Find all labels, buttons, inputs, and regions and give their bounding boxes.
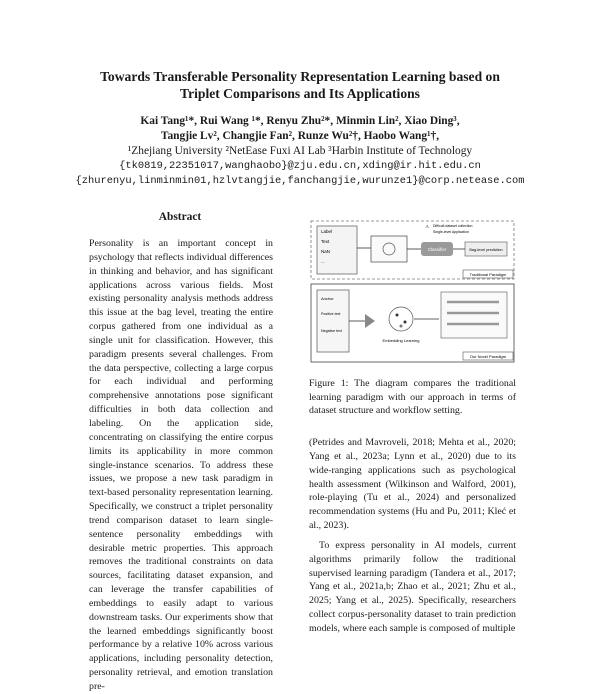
paper-title (40, 68, 560, 102)
warning-text: Single-level Application (433, 230, 469, 234)
traditional-tag-label: Traditional Paradigm (469, 272, 507, 277)
table-text: Text (321, 239, 330, 244)
bag-prediction-label: Bag-level prediction (469, 248, 503, 252)
figure-diagram (309, 218, 516, 366)
abstract-text (89, 237, 273, 694)
table-label: Label (321, 229, 333, 234)
warning-text: Difficult dataset collection (433, 224, 473, 228)
negative-label: Negative text (321, 329, 342, 333)
figure-caption: Figure 1: The diagram compares the traditional learning paradigm with our approach in terms of dataset structure and workflow setting. (309, 378, 516, 416)
title-line: Triplet Comparisons and Its Applications (180, 86, 420, 101)
author-list (40, 114, 560, 144)
anchor-label: Anchor (321, 296, 334, 301)
table-dots: ... (321, 259, 325, 264)
embedding-label: Embedding Learning (382, 338, 420, 343)
ours-tag-label: Our Novel Paradigm (469, 354, 507, 359)
body-paragraph: (Petrides and Mavroveli, 2018; Mehta et al., 2020; Yang et al., 2023a; Lynn et al., 2020) due to its wide-ranging applications such as psychological health assessment (Wilkinson and Walford, 2001), role-playing (Tu et al., 2024) and personalized recommendation systems (Hu and Pu, 2011; Kleć et al., 2023). (309, 437, 516, 532)
table-nan: NaN (321, 249, 331, 254)
author-line: Kai Tang¹*, Rui Wang ¹*, Renyu Zhu²*, Minmin Lin², Xiao Ding³, (140, 115, 460, 127)
embedding-point (400, 325, 403, 328)
applications-box (441, 292, 507, 338)
classifier-label: Classifier (427, 247, 447, 252)
abstract-heading: Abstract (158, 211, 202, 223)
body-text (309, 436, 516, 636)
warning-icon: ⚠ (425, 224, 430, 229)
embedding-point (396, 314, 399, 317)
embedding-point (404, 321, 407, 324)
title-line: Towards Transferable Personality Representation Learning based on (100, 69, 500, 84)
abstract-paragraph: Personality is an important concept in psychology that reflects individual differences in thinking and behavior, and has significant applications across various fields. Most existing personality analysis methods address this issue at the bag level, treating the entire corpus gathered from one individual as a single unit for classification. However, this paradigm presents several challenges. From the data perspective, collecting a large corpus for each individual and performing comprehensive annotations pose significant difficulties in both data collection and labeling. On the application side, concentrating on classifying the entire corpus limits its applicability in more common single-instance scenarios. To address these issues, we propose a new task paradigm in text-based personality representation learning. Specifically, we construct a triplet personality trend comparison dataset to learn single-sentence personality embeddings with desirable metric properties. This approach removes the traditional constraints on data sources, facilitating dataset expansion, and can leverage the transfer capabilities of embeddings to easily adapt to various downstream tasks. Our experiments show that the learned embeddings significantly boost performance by a relative 10% across various applications, including personality detection, personality retrieval, and emotion translation pre- (89, 238, 273, 692)
positive-label: Positive text (321, 312, 341, 316)
encoder-shape (365, 314, 375, 328)
email-line: {tk0819,22351017,wanghaobo}@zju.edu.cn,xding@ir.hit.edu.cn (119, 160, 481, 172)
author-line: Tangjie Lv², Changjie Fan², Runze Wu²†, Haobo Wang¹†, (160, 130, 440, 142)
affiliations: ¹Zhejiang University ²NetEase Fuxi AI Lab ³Harbin Institute of Technology (127, 145, 473, 157)
network-box (371, 236, 407, 262)
body-paragraph: To express personality in AI models, current algorithms primarily follow the traditional supervised learning paradigm (Tandera et al., 2017; Yang et al., 2021a,b; Zhao et al., 2021; Zhu et al., 2025; Yang et al., 2025). Specifically, researchers collect corpus-personality dataset to train prediction models, where each sample is composed of multiple (309, 539, 516, 634)
email-line: {zhurenyu,linminmin01,hzlvtangjie,fanchangjie,wurunze1}@corp.netease.com (75, 175, 525, 187)
